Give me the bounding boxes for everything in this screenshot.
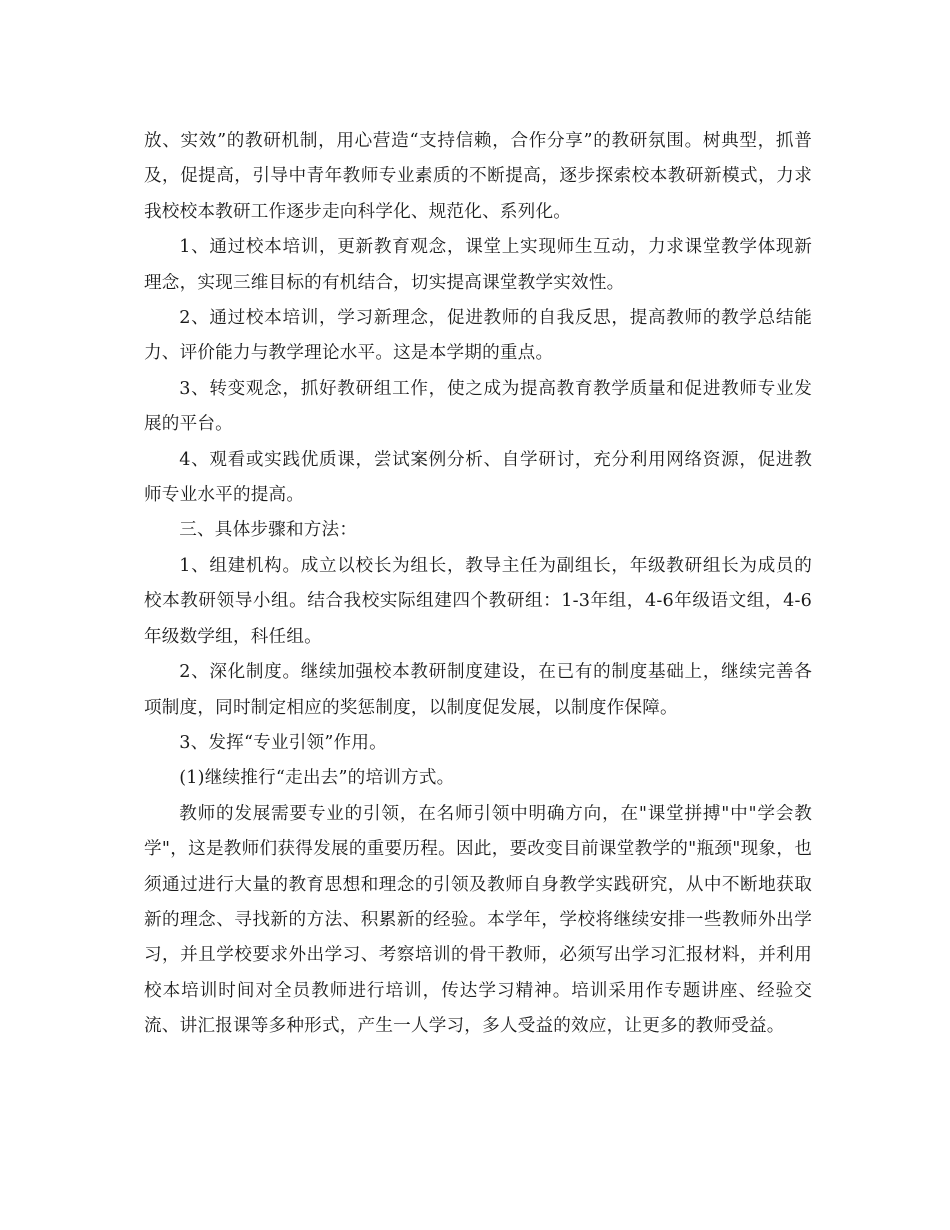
paragraph-body: 教师的发展需要专业的引领，在名师引领中明确方向，在"课堂拼搏"中"学会教学"，这是教师们获得发展的重要历程。因此，要改变目前课堂教学的"瓶颈"现象，也须通过进行大量的教育思想和理念的引领及教师自身教学实践研究，从中不断地获取新的理念、寻找新的方法、积累新的经验。本学年，学校将继续安排一些教师外出学习，并且学校要求外出学习、考察培训的骨干教师，必须写出学习汇报材料，并利用校本培训时间对全员教师进行培训，传达学习精神。培训采用作专题讲座、经验交流、讲汇报课等多种形式，产生一人学习，多人受益的效应，让更多的教师受益。 bbox=[144, 803, 812, 1037]
paragraph-step-2: 2、深化制度。继续加强校本教研制度建设，在已有的制度基础上，继续完善各项制度，同时制定相应的奖惩制度，以制度促发展，以制度作保障。 bbox=[144, 662, 812, 718]
paragraph-continued: 放、实效”的教研机制，用心营造“支持信赖，合作分享”的教研氛围。树典型，抓普及，促提高，引导中青年教师专业素质的不断提高，逐步探索校本教研新模式，力求我校校本教研工作逐步走向科学化、规范化、系列化。 bbox=[144, 131, 812, 222]
paragraph-goal-3: 3、转变观念，抓好教研组工作，使之成为提高教育教学质量和促进教师专业发展的平台。 bbox=[144, 378, 812, 435]
paragraph-step-1: 1、组建机构。成立以校长为组长，教导主任为副组长，年级教研组长为成员的校本教研领导小组。结合我校实际组建四个教研组：1-3年组，4-6年级语文组，4-6年级数学组，科任组。 bbox=[144, 555, 812, 647]
paragraph-goal-1: 1、通过校本培训，更新教育观念，课堂上实现师生互动，力求课堂教学体现新理念，实现三维目标的有机结合，切实提高课堂教学实效性。 bbox=[144, 237, 812, 293]
paragraph-goal-4: 4、观看或实践优质课，尝试案例分析、自学研讨，充分利用网络资源，促进教师专业水平的提高。 bbox=[144, 449, 812, 506]
paragraph-step-3: 3、发挥“专业引领”作用。 bbox=[179, 732, 387, 753]
section-heading: 三、具体步骤和方法： bbox=[179, 520, 358, 541]
paragraph-goal-2: 2、通过校本培训，学习新理念，促进教师的自我反思，提高教师的教学总结能力、评价能力与教学理论水平。这是本学期的重点。 bbox=[144, 308, 812, 364]
document-body bbox=[144, 124, 812, 1045]
paragraph-substep-1: (1)继续推行“走出去”的培训方式。 bbox=[179, 768, 455, 789]
